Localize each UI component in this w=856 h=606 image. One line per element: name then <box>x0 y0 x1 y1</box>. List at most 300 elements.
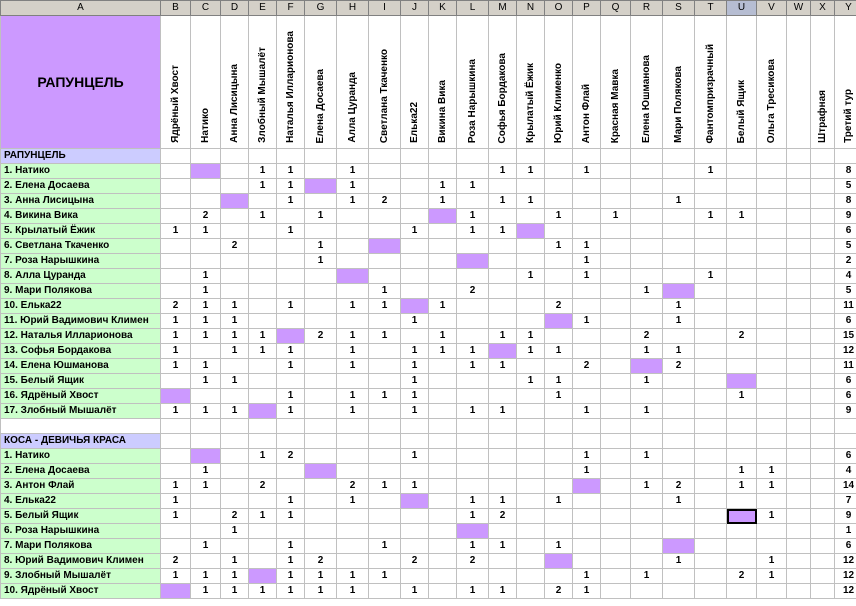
score-cell[interactable] <box>401 524 429 539</box>
score-cell[interactable] <box>277 284 305 299</box>
score-cell[interactable]: 1 <box>429 344 457 359</box>
score-cell[interactable]: 1 <box>191 299 221 314</box>
score-cell[interactable] <box>573 194 601 209</box>
score-cell[interactable] <box>277 209 305 224</box>
self-vote-cell[interactable] <box>161 584 191 599</box>
score-cell[interactable] <box>727 584 757 599</box>
row-label[interactable]: 13. Софья Бордакова <box>1 344 161 359</box>
score-cell[interactable] <box>337 509 369 524</box>
score-cell[interactable] <box>601 479 631 494</box>
row-label[interactable]: 1. Натико <box>1 164 161 179</box>
score-cell[interactable] <box>545 164 573 179</box>
cell[interactable] <box>191 434 221 449</box>
row-label[interactable]: 8. Алла Цуранда <box>1 269 161 284</box>
score-cell[interactable]: 1 <box>727 464 757 479</box>
score-cell[interactable]: 1 <box>517 269 545 284</box>
cell[interactable] <box>727 149 757 164</box>
score-cell[interactable]: 1 <box>573 569 601 584</box>
score-cell[interactable] <box>249 194 277 209</box>
score-cell[interactable]: 1 <box>305 569 337 584</box>
score-cell[interactable] <box>545 179 573 194</box>
score-cell[interactable] <box>545 284 573 299</box>
cell[interactable] <box>249 419 277 434</box>
score-cell[interactable] <box>787 254 811 269</box>
score-cell[interactable] <box>221 449 249 464</box>
cell[interactable] <box>787 434 811 449</box>
score-cell[interactable]: 1 <box>277 344 305 359</box>
score-cell[interactable]: 1 <box>369 284 401 299</box>
score-cell[interactable] <box>757 449 787 464</box>
cell[interactable] <box>489 434 517 449</box>
score-cell[interactable] <box>811 344 835 359</box>
score-cell[interactable] <box>429 224 457 239</box>
score-cell[interactable]: 1 <box>277 584 305 599</box>
score-cell[interactable]: 1 <box>305 239 337 254</box>
score-cell[interactable] <box>191 194 221 209</box>
cell[interactable] <box>161 419 191 434</box>
total-cell[interactable]: 5 <box>835 239 856 254</box>
score-cell[interactable] <box>757 329 787 344</box>
score-cell[interactable] <box>787 329 811 344</box>
self-vote-cell[interactable] <box>369 239 401 254</box>
score-cell[interactable]: 1 <box>161 344 191 359</box>
score-cell[interactable] <box>337 524 369 539</box>
score-cell[interactable]: 1 <box>545 239 573 254</box>
score-cell[interactable] <box>305 374 337 389</box>
cell[interactable] <box>631 149 663 164</box>
score-cell[interactable] <box>787 524 811 539</box>
score-cell[interactable] <box>811 554 835 569</box>
score-cell[interactable] <box>727 239 757 254</box>
score-cell[interactable]: 1 <box>401 449 429 464</box>
score-cell[interactable] <box>695 284 727 299</box>
score-cell[interactable] <box>369 554 401 569</box>
score-cell[interactable] <box>601 329 631 344</box>
column-header-e[interactable]: E <box>249 1 277 16</box>
cell[interactable] <box>221 434 249 449</box>
score-cell[interactable] <box>429 449 457 464</box>
self-vote-cell[interactable] <box>545 314 573 329</box>
score-cell[interactable]: 2 <box>663 359 695 374</box>
score-cell[interactable] <box>811 299 835 314</box>
score-cell[interactable]: 1 <box>277 179 305 194</box>
score-cell[interactable]: 1 <box>631 449 663 464</box>
score-cell[interactable] <box>601 389 631 404</box>
cell[interactable] <box>249 149 277 164</box>
cell[interactable] <box>369 434 401 449</box>
score-cell[interactable]: 1 <box>221 569 249 584</box>
score-cell[interactable] <box>457 389 489 404</box>
score-cell[interactable]: 1 <box>161 509 191 524</box>
score-cell[interactable] <box>787 284 811 299</box>
score-cell[interactable]: 1 <box>545 389 573 404</box>
score-cell[interactable] <box>517 179 545 194</box>
sheet-title[interactable]: РАПУНЦЕЛЬ <box>1 16 161 149</box>
score-cell[interactable]: 2 <box>457 284 489 299</box>
cell[interactable] <box>663 149 695 164</box>
score-cell[interactable]: 1 <box>757 509 787 524</box>
score-cell[interactable]: 1 <box>573 449 601 464</box>
section-label[interactable]: КОСА - ДЕВИЧЬЯ КРАСА <box>1 434 161 449</box>
score-cell[interactable] <box>191 524 221 539</box>
score-cell[interactable] <box>221 269 249 284</box>
score-cell[interactable] <box>663 569 695 584</box>
score-cell[interactable]: 1 <box>601 209 631 224</box>
score-cell[interactable] <box>811 494 835 509</box>
score-cell[interactable]: 1 <box>337 494 369 509</box>
score-cell[interactable] <box>695 479 727 494</box>
score-cell[interactable] <box>429 359 457 374</box>
score-cell[interactable]: 1 <box>277 404 305 419</box>
score-cell[interactable] <box>695 509 727 524</box>
score-cell[interactable] <box>573 179 601 194</box>
score-cell[interactable] <box>337 464 369 479</box>
score-cell[interactable] <box>305 509 337 524</box>
score-cell[interactable] <box>429 284 457 299</box>
score-cell[interactable] <box>457 269 489 284</box>
score-cell[interactable]: 1 <box>573 239 601 254</box>
score-cell[interactable] <box>517 404 545 419</box>
row-label[interactable]: 15. Белый Ящик <box>1 374 161 389</box>
column-header-w[interactable]: W <box>787 1 811 16</box>
section-label[interactable]: РАПУНЦЕЛЬ <box>1 149 161 164</box>
cell[interactable] <box>545 419 573 434</box>
self-vote-cell[interactable] <box>401 299 429 314</box>
score-cell[interactable] <box>249 539 277 554</box>
cell[interactable] <box>573 419 601 434</box>
cell[interactable] <box>727 419 757 434</box>
score-cell[interactable]: 1 <box>277 494 305 509</box>
row-label[interactable]: 3. Анна Лисицына <box>1 194 161 209</box>
score-cell[interactable] <box>695 239 727 254</box>
cell[interactable] <box>631 434 663 449</box>
column-header-k[interactable]: K <box>429 1 457 16</box>
score-cell[interactable]: 1 <box>277 299 305 314</box>
score-cell[interactable] <box>601 509 631 524</box>
score-cell[interactable] <box>601 224 631 239</box>
score-cell[interactable] <box>757 239 787 254</box>
score-cell[interactable] <box>757 359 787 374</box>
score-cell[interactable]: 1 <box>337 584 369 599</box>
score-cell[interactable]: 1 <box>489 329 517 344</box>
score-cell[interactable]: 1 <box>337 404 369 419</box>
score-cell[interactable] <box>305 479 337 494</box>
score-cell[interactable] <box>191 239 221 254</box>
participant-header[interactable] <box>787 16 811 149</box>
score-cell[interactable] <box>787 509 811 524</box>
score-cell[interactable] <box>573 509 601 524</box>
score-cell[interactable] <box>545 329 573 344</box>
score-cell[interactable]: 1 <box>337 164 369 179</box>
score-cell[interactable] <box>573 374 601 389</box>
cell[interactable] <box>835 434 856 449</box>
score-cell[interactable] <box>663 224 695 239</box>
score-cell[interactable]: 1 <box>401 374 429 389</box>
score-cell[interactable] <box>757 584 787 599</box>
score-cell[interactable] <box>249 494 277 509</box>
score-cell[interactable] <box>277 314 305 329</box>
score-cell[interactable] <box>277 524 305 539</box>
score-cell[interactable] <box>369 359 401 374</box>
score-cell[interactable]: 1 <box>249 164 277 179</box>
score-cell[interactable] <box>305 194 337 209</box>
cell[interactable] <box>757 149 787 164</box>
score-cell[interactable] <box>601 269 631 284</box>
score-cell[interactable]: 1 <box>757 554 787 569</box>
score-cell[interactable] <box>305 314 337 329</box>
column-header-f[interactable]: F <box>277 1 305 16</box>
score-cell[interactable]: 2 <box>337 479 369 494</box>
score-cell[interactable] <box>545 524 573 539</box>
score-cell[interactable] <box>787 164 811 179</box>
score-cell[interactable] <box>517 494 545 509</box>
cell[interactable] <box>401 434 429 449</box>
score-cell[interactable] <box>695 449 727 464</box>
score-cell[interactable] <box>221 464 249 479</box>
score-cell[interactable] <box>631 164 663 179</box>
score-cell[interactable]: 1 <box>277 554 305 569</box>
score-cell[interactable] <box>337 374 369 389</box>
row-label[interactable]: 11. Юрий Вадимович Климен <box>1 314 161 329</box>
score-cell[interactable]: 1 <box>191 584 221 599</box>
column-header-i[interactable]: I <box>369 1 401 16</box>
score-cell[interactable] <box>401 464 429 479</box>
score-cell[interactable] <box>161 284 191 299</box>
score-cell[interactable] <box>429 254 457 269</box>
score-cell[interactable] <box>727 494 757 509</box>
score-cell[interactable]: 1 <box>757 464 787 479</box>
score-cell[interactable] <box>573 299 601 314</box>
total-cell[interactable]: 12 <box>835 554 856 569</box>
score-cell[interactable] <box>517 239 545 254</box>
score-cell[interactable] <box>337 449 369 464</box>
score-cell[interactable] <box>695 194 727 209</box>
score-cell[interactable]: 1 <box>573 269 601 284</box>
column-header-m[interactable]: M <box>489 1 517 16</box>
row-label[interactable]: 1. Натико <box>1 449 161 464</box>
score-cell[interactable] <box>663 374 695 389</box>
column-header-h[interactable]: H <box>337 1 369 16</box>
score-cell[interactable] <box>305 539 337 554</box>
score-cell[interactable]: 1 <box>573 164 601 179</box>
participant-header[interactable] <box>663 16 695 149</box>
self-vote-cell[interactable] <box>489 344 517 359</box>
cell[interactable] <box>277 149 305 164</box>
score-cell[interactable]: 1 <box>489 194 517 209</box>
cell[interactable] <box>305 149 337 164</box>
total-cell[interactable]: 7 <box>835 494 856 509</box>
cell[interactable] <box>757 419 787 434</box>
score-cell[interactable]: 2 <box>631 329 663 344</box>
score-cell[interactable] <box>601 239 631 254</box>
score-cell[interactable]: 1 <box>517 164 545 179</box>
score-cell[interactable] <box>401 329 429 344</box>
score-cell[interactable]: 1 <box>369 329 401 344</box>
column-header-r[interactable]: R <box>631 1 663 16</box>
cell[interactable] <box>663 419 695 434</box>
score-cell[interactable]: 1 <box>161 479 191 494</box>
score-cell[interactable] <box>249 269 277 284</box>
score-cell[interactable]: 1 <box>573 314 601 329</box>
score-cell[interactable] <box>161 269 191 284</box>
score-cell[interactable] <box>161 524 191 539</box>
participant-header[interactable] <box>221 16 249 149</box>
score-cell[interactable] <box>221 224 249 239</box>
score-cell[interactable] <box>811 509 835 524</box>
score-cell[interactable]: 2 <box>489 509 517 524</box>
score-cell[interactable] <box>757 539 787 554</box>
score-cell[interactable] <box>811 194 835 209</box>
score-cell[interactable]: 2 <box>161 299 191 314</box>
score-cell[interactable] <box>573 344 601 359</box>
score-cell[interactable] <box>457 299 489 314</box>
score-cell[interactable] <box>517 554 545 569</box>
score-cell[interactable] <box>631 269 663 284</box>
score-cell[interactable] <box>695 299 727 314</box>
cell[interactable] <box>517 434 545 449</box>
cell[interactable] <box>457 419 489 434</box>
score-cell[interactable] <box>369 584 401 599</box>
score-cell[interactable] <box>517 209 545 224</box>
score-cell[interactable]: 1 <box>489 164 517 179</box>
score-cell[interactable]: 1 <box>221 314 249 329</box>
score-cell[interactable] <box>369 314 401 329</box>
score-cell[interactable]: 2 <box>277 449 305 464</box>
score-cell[interactable]: 1 <box>221 524 249 539</box>
score-cell[interactable] <box>573 224 601 239</box>
score-cell[interactable]: 2 <box>249 479 277 494</box>
score-cell[interactable] <box>787 209 811 224</box>
score-cell[interactable] <box>277 254 305 269</box>
score-cell[interactable]: 1 <box>573 254 601 269</box>
score-cell[interactable] <box>337 254 369 269</box>
score-cell[interactable] <box>305 389 337 404</box>
score-cell[interactable] <box>545 569 573 584</box>
score-cell[interactable] <box>489 269 517 284</box>
score-cell[interactable] <box>811 224 835 239</box>
score-cell[interactable] <box>249 524 277 539</box>
score-cell[interactable]: 1 <box>221 584 249 599</box>
score-cell[interactable] <box>429 494 457 509</box>
score-cell[interactable] <box>221 539 249 554</box>
score-cell[interactable] <box>429 404 457 419</box>
score-cell[interactable] <box>489 374 517 389</box>
score-cell[interactable] <box>601 494 631 509</box>
score-cell[interactable] <box>695 569 727 584</box>
score-cell[interactable] <box>517 569 545 584</box>
score-cell[interactable] <box>401 509 429 524</box>
score-cell[interactable] <box>429 479 457 494</box>
score-cell[interactable] <box>401 269 429 284</box>
score-cell[interactable]: 1 <box>663 194 695 209</box>
self-vote-cell[interactable] <box>161 389 191 404</box>
score-cell[interactable] <box>221 254 249 269</box>
cell[interactable] <box>663 434 695 449</box>
score-cell[interactable] <box>429 524 457 539</box>
score-cell[interactable] <box>457 479 489 494</box>
score-cell[interactable] <box>695 224 727 239</box>
score-cell[interactable]: 1 <box>249 329 277 344</box>
score-cell[interactable]: 2 <box>305 554 337 569</box>
score-cell[interactable]: 1 <box>727 209 757 224</box>
score-cell[interactable]: 1 <box>401 344 429 359</box>
self-vote-cell[interactable] <box>277 329 305 344</box>
participant-header[interactable] <box>727 16 757 149</box>
score-cell[interactable] <box>221 209 249 224</box>
score-cell[interactable] <box>337 209 369 224</box>
score-cell[interactable] <box>811 584 835 599</box>
score-cell[interactable] <box>727 299 757 314</box>
score-cell[interactable] <box>191 179 221 194</box>
score-cell[interactable] <box>787 299 811 314</box>
score-cell[interactable] <box>429 374 457 389</box>
score-cell[interactable] <box>489 389 517 404</box>
cell[interactable] <box>573 149 601 164</box>
self-vote-cell[interactable] <box>457 254 489 269</box>
score-cell[interactable]: 1 <box>191 539 221 554</box>
cell[interactable] <box>811 434 835 449</box>
participant-header[interactable] <box>457 16 489 149</box>
score-cell[interactable] <box>787 449 811 464</box>
score-cell[interactable] <box>457 464 489 479</box>
score-cell[interactable] <box>787 464 811 479</box>
participant-header[interactable] <box>191 16 221 149</box>
score-cell[interactable]: 1 <box>191 404 221 419</box>
participant-header[interactable] <box>401 16 429 149</box>
score-cell[interactable]: 2 <box>727 569 757 584</box>
score-cell[interactable]: 1 <box>757 569 787 584</box>
score-cell[interactable]: 1 <box>545 539 573 554</box>
score-cell[interactable] <box>161 449 191 464</box>
score-cell[interactable]: 1 <box>631 404 663 419</box>
cell[interactable] <box>545 434 573 449</box>
score-cell[interactable] <box>695 329 727 344</box>
score-cell[interactable]: 1 <box>249 179 277 194</box>
column-header-a[interactable]: A <box>1 1 161 16</box>
score-cell[interactable] <box>787 404 811 419</box>
cell[interactable] <box>695 434 727 449</box>
score-cell[interactable] <box>787 374 811 389</box>
score-cell[interactable]: 1 <box>401 584 429 599</box>
score-cell[interactable] <box>457 314 489 329</box>
score-cell[interactable]: 1 <box>221 344 249 359</box>
score-cell[interactable] <box>601 374 631 389</box>
score-cell[interactable]: 1 <box>695 164 727 179</box>
score-cell[interactable] <box>695 344 727 359</box>
score-cell[interactable]: 1 <box>489 494 517 509</box>
score-cell[interactable] <box>545 449 573 464</box>
score-cell[interactable] <box>811 524 835 539</box>
score-cell[interactable] <box>601 284 631 299</box>
score-cell[interactable]: 1 <box>517 194 545 209</box>
score-cell[interactable] <box>601 449 631 464</box>
cell[interactable] <box>601 434 631 449</box>
cell[interactable] <box>457 434 489 449</box>
score-cell[interactable] <box>757 209 787 224</box>
score-cell[interactable] <box>369 449 401 464</box>
cell[interactable] <box>695 149 727 164</box>
column-header-v[interactable]: V <box>757 1 787 16</box>
score-cell[interactable] <box>631 314 663 329</box>
column-header-u[interactable]: U <box>727 1 757 16</box>
cell[interactable] <box>835 149 856 164</box>
score-cell[interactable]: 1 <box>663 554 695 569</box>
row-label[interactable]: 9. Злобный Мышалёт <box>1 569 161 584</box>
score-cell[interactable] <box>369 524 401 539</box>
row-label[interactable]: 4. Елька22 <box>1 494 161 509</box>
score-cell[interactable] <box>429 389 457 404</box>
score-cell[interactable] <box>489 479 517 494</box>
